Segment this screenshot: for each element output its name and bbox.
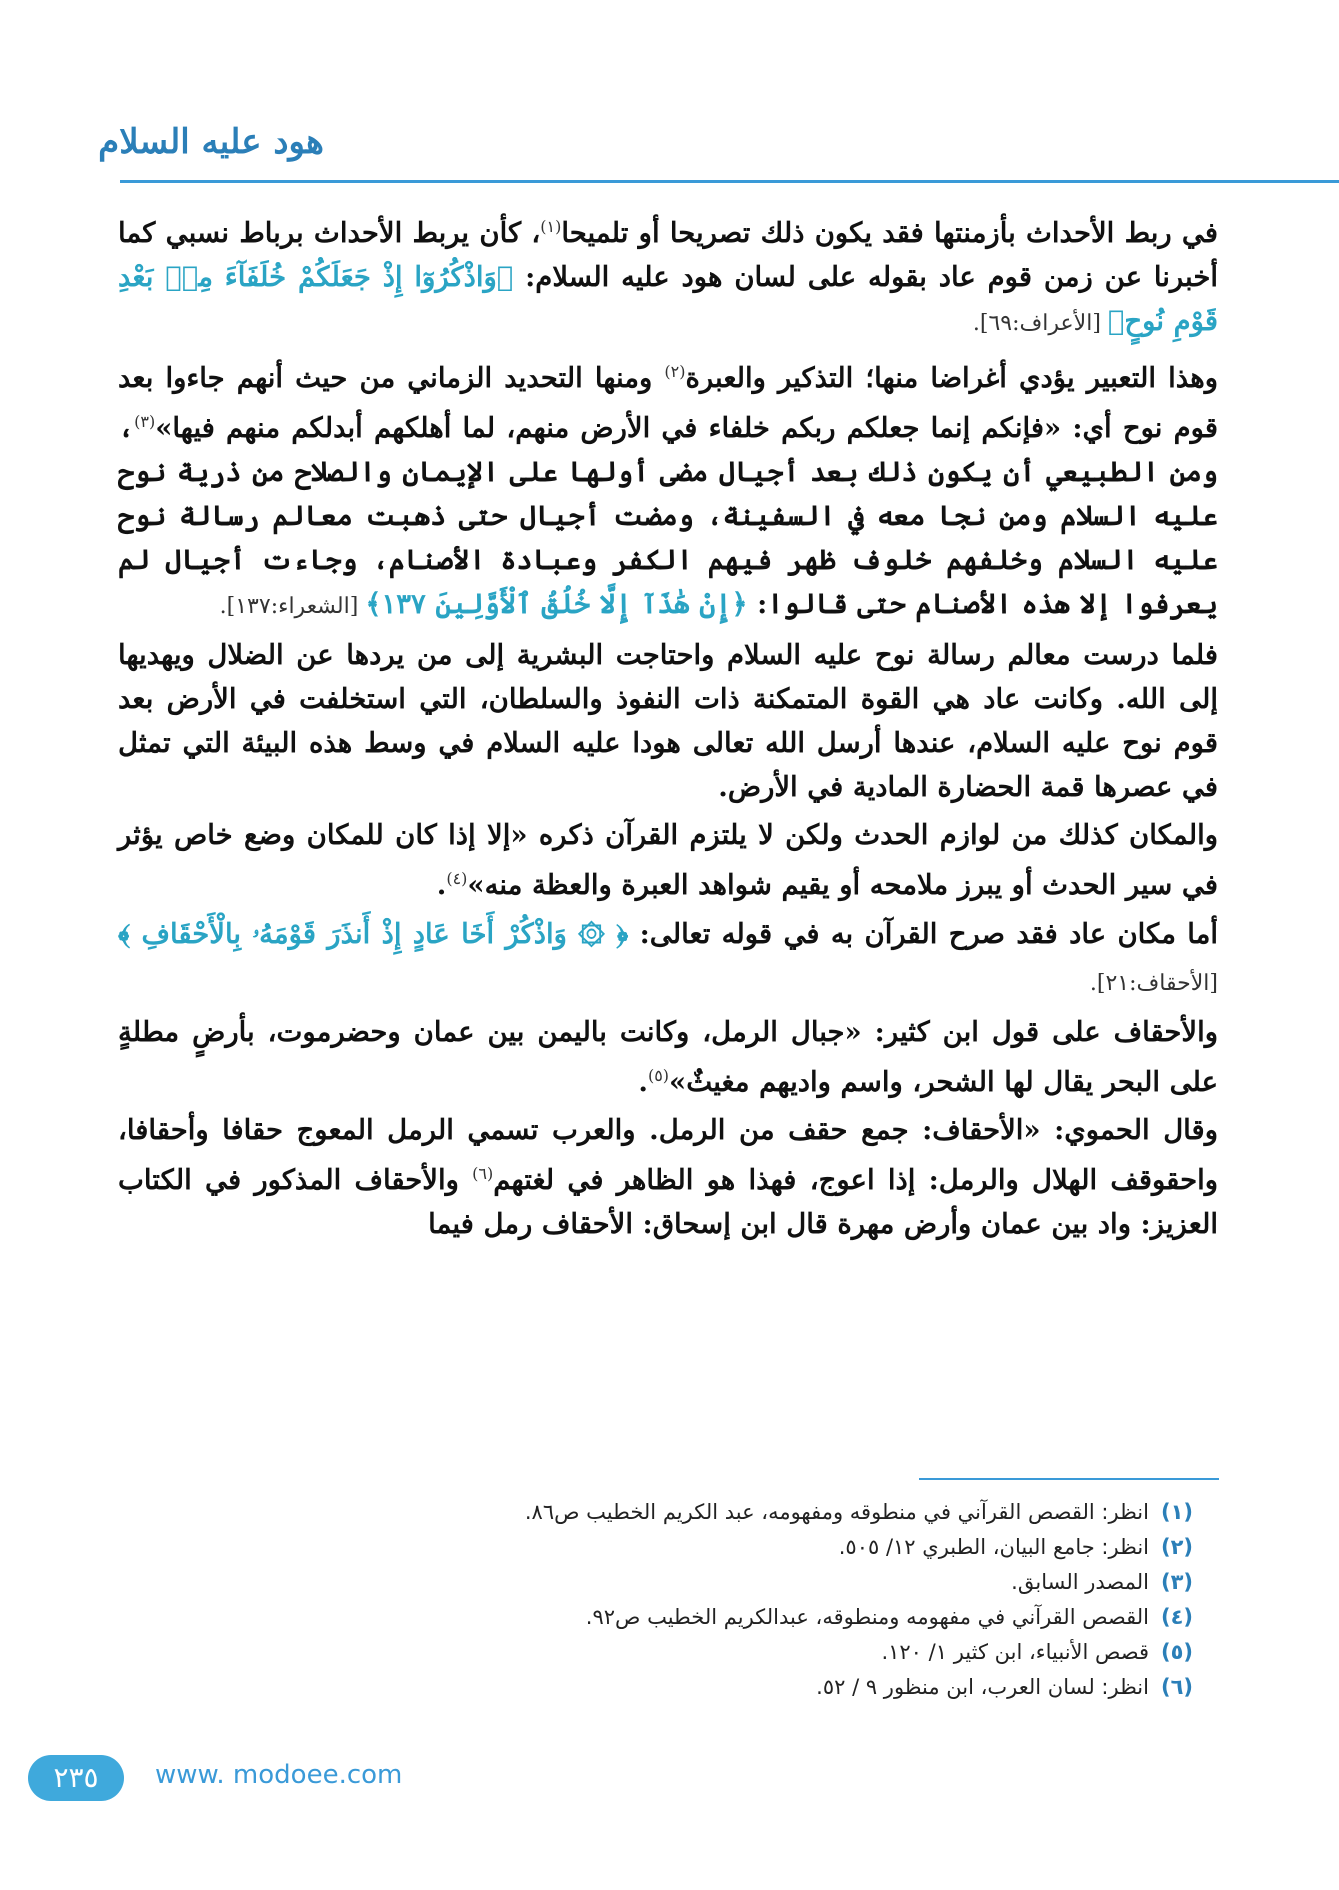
footnote-marker: (٢): [664, 362, 686, 382]
footnote-marker: (٥): [647, 1065, 670, 1085]
paragraph: [118, 350, 1218, 629]
footnote-item: [118, 1670, 1193, 1705]
footnote-number: (١): [1160, 1500, 1193, 1524]
footnote-text: انظر: جامع البيان، الطبري ١٢/ ٥٠٥.: [838, 1535, 1149, 1559]
paragraph: [118, 1108, 1218, 1246]
website-link[interactable]: www. modoee.com: [155, 1760, 403, 1790]
footnote-marker: (٣): [134, 412, 156, 432]
paragraph: [118, 1010, 1218, 1104]
paragraph-text: وقال الحموي: «الأحقاف: جمع حقف من الرمل. والعرب تسمي الرمل المعوج حقافا وأحقافا، واحقوقف الهلال والرمل: إذا اعوج، فهذا هو الظاهر في لغتهم: [118, 1113, 1219, 1196]
footnote-marker: (٤): [446, 869, 468, 889]
paragraph-text: والأحقاف المذكور في الكتاب العزيز: واد بين عمان وأرض مهرة قال ابن إسحاق: الأحقاف رمل فيما: [118, 1163, 1218, 1240]
footnote-marker: (١): [540, 217, 562, 236]
footnote-text: القصص القرآني في مفهومه ومنطوقه، عبدالكريم الخطيب ص٩٢.: [585, 1605, 1149, 1629]
footnote-item: [118, 1600, 1193, 1635]
paragraph-text: .: [436, 869, 447, 902]
footnote-item: [118, 1530, 1193, 1565]
footnote-number: (٢): [1160, 1535, 1193, 1559]
footnote-text: المصدر السابق.: [1011, 1570, 1149, 1594]
footnote-item: [118, 1495, 1193, 1530]
footnote-text: انظر: القصص القرآني في منطوقه ومفهومه، عبد الكريم الخطيب ص٨٦.: [524, 1500, 1149, 1524]
footnote-divider: [919, 1478, 1219, 1480]
paragraph-text: ومنها التحديد الزماني من حيث أنهم جاءوا بعد قوم نوح أي: «فإنكم إنما جعلكم ربكم خلفاء في الأرض منهم، لما أهلكهم أبدلكم منهم فيها»: [118, 362, 1218, 445]
verse-reference: [الأحقاف:٢١].: [1089, 970, 1218, 996]
paragraph-text: أما مكان عاد فقد صرح القرآن به في قوله تعالى:: [628, 917, 1218, 950]
paragraph-text: وهذا التعبير يؤدي أغراضا منها؛ التذكير والعبرة: [685, 362, 1218, 395]
paragraph: [118, 813, 1218, 907]
paragraph-text: في ربط الأحداث بأزمنتها فقد يكون ذلك تصريحا أو تلميحا: [561, 217, 1218, 250]
footnote-text: انظر: لسان العرب، ابن منظور ٩ / ٥٢.: [816, 1675, 1149, 1699]
paragraph-text: فلما درست معالم رسالة نوح عليه السلام واحتاجت البشرية إلى من يردها عن الضلال ويهديها إلى الله. وكانت عاد هي القوة المتمكنة ذات النفوذ والسلطان، التي استخلفت في الأرض بعد قوم نوح عليه السلام، عندها أرسل الله تعالى هودا عليه السلام في وسط هذه البيئة التي تمثل في عصرها قمة الحضارة المادية في الأرض.: [118, 639, 1218, 804]
quran-verse: ﴿إِنْ هَٰذَآ إِلَّا خُلُقُ ٱلْأَوَّلِينَ ١٣٧﴾: [365, 588, 748, 621]
page-number-badge: ٢٣٥: [28, 1755, 124, 1801]
footnote-marker: (٦): [472, 1163, 494, 1183]
footnote-number: (٣): [1160, 1570, 1193, 1594]
paragraph-text: .: [638, 1065, 648, 1098]
footnote-number: (٥): [1160, 1640, 1193, 1664]
verse-reference: [الأعراف:٦٩].: [972, 311, 1108, 337]
quran-verse: ﴿ ۞ وَاذْكُرْ أَخَا عَادٍ إِذْ أَنذَرَ قَوْمَهُۥ بِالْأَحْقَافِ ﴾: [118, 917, 629, 950]
quran-verse: ﴿وَاذْكُرُوٓا إِذْ جَعَلَكُمْ خُلَفَآءَ مِنۢ بَعْدِ قَوْمِ نُوحٍ﴾: [118, 261, 1218, 338]
paragraph: [118, 205, 1218, 346]
page-title: هود عليه السلام: [98, 122, 324, 162]
footnote-text: قصص الأنبياء، ابن كثير ١/ ١٢٠.: [881, 1640, 1149, 1664]
footnote-number: (٤): [1160, 1605, 1193, 1629]
header-divider: [120, 180, 1339, 183]
paragraph: [118, 912, 1218, 1006]
footnote-item: [118, 1635, 1193, 1670]
paragraph-text: والمكان كذلك من لوازم الحدث ولكن لا يلتزم القرآن ذكره «إلا إذا كان للمكان وضع خاص يؤثر في سير الحدث أو يبرز ملامحه أو يقيم شواهد العبرة والعظة منه»: [118, 819, 1218, 902]
paragraph-text: ، ومن الطبيعي أن يكون ذلك بعد أجيال مضى أولها على الإيمان والصلاح من ذرية نوح عليه السلام ومن نجا معه في السفينة، ومضت أجيال حتى ذهبت معالم رسالة نوح عليه السلام وخلفهم خلوف ظهر فيهم الكفر وعبادة الأصنام، وجاءت أجيال لم يعرفوا إلا هذه الأصنام حتى قالوا:: [118, 412, 1218, 621]
footnotes: [118, 1495, 1193, 1705]
footnote-number: (٦): [1160, 1675, 1193, 1699]
paragraph-text: والأحقاف على قول ابن كثير: «جبال الرمل، وكانت باليمن بين عمان وحضرموت، بأرضٍ مطلةٍ على البحر يقال لها الشحر، واسم واديهم مغيثٌ»: [118, 1015, 1218, 1098]
paragraph: [118, 633, 1218, 809]
footnote-item: [118, 1565, 1193, 1600]
verse-reference: [الشعراء:١٣٧].: [219, 594, 366, 620]
paragraph-text: ، كأن يربط الأحداث برباط نسبي كما أخبرنا عن زمن قوم عاد بقوله على لسان هود عليه السلام:: [118, 217, 1218, 294]
body-text: [118, 205, 1218, 1250]
